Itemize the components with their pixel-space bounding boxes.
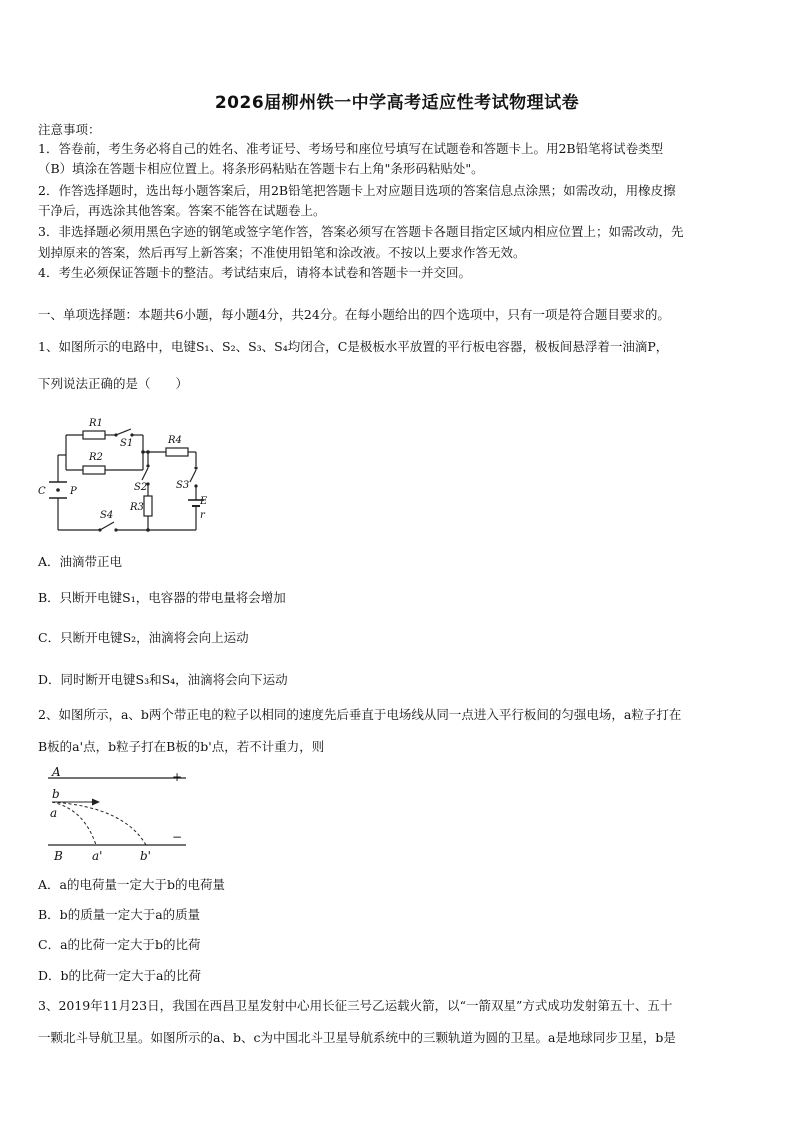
- parallel-plate-diagram: [44, 765, 194, 863]
- question-2-text: B板的a'点，b粒子打在B板的b'点，若不计重力，则: [38, 739, 325, 754]
- notice-line: （B）填涂在答题卡相应位置上。将条形码粘贴在答题卡右上角"条形码粘贴处"。: [38, 161, 484, 176]
- label-r3: R3: [130, 502, 144, 513]
- question-3-text: 一颗北斗导航卫星。如图所示的a、b、c为中国北斗卫星导航系统中的三颗轨道为圆的卫星。a是地球同步卫星，b是: [38, 1030, 676, 1045]
- label-a: a: [50, 806, 58, 820]
- question-2-text: 2、如图所示，a、b两个带正电的粒子以相同的速度先后垂直于电场线从同一点进入平行板间的匀强电场，a粒子打在: [38, 707, 682, 722]
- label-r4: R4: [168, 435, 182, 446]
- option-d: D．b的比荷一定大于a的比荷: [38, 968, 201, 983]
- option-b: B．只断开电键S₁，电容器的带电量将会增加: [38, 590, 286, 605]
- notice-line: 1．答卷前，考生务必将自己的姓名、准考证号、考场号和座位号填写在试题卷和答题卡上。用2B铅笔将试卷类型: [38, 141, 664, 156]
- label-plate-b: B: [54, 849, 63, 863]
- section-heading: 一、单项选择题：本题共6小题，每小题4分，共24分。在每小题给出的四个选项中，只有一项是符合题目要求的。: [38, 307, 670, 322]
- label-a-prime: a': [92, 849, 103, 863]
- question-3-text: 3、2019年11月23日，我国在西昌卫星发射中心用长征三号乙运载火箭，以“一箭双星”方式成功发射第五十、五十: [38, 998, 673, 1013]
- label-b-prime: b': [140, 849, 151, 863]
- question-1-text: 下列说法正确的是（ ）: [38, 376, 189, 391]
- label-b: b: [52, 787, 60, 801]
- circuit-diagram: [38, 410, 218, 538]
- label-r1: R1: [89, 418, 103, 429]
- label-c: C: [38, 486, 46, 497]
- label-p: P: [70, 486, 77, 497]
- notice-line: 3．非选择题必须用黑色字迹的钢笔或签字笔作答，答案必须写在答题卡各题目指定区域内相应位置上；如需改动，先: [38, 224, 684, 239]
- notice-line: 2．作答选择题时，选出每小题答案后，用2B铅笔把答题卡上对应题目选项的答案信息点涂黑；如需改动，用橡皮擦: [38, 183, 676, 198]
- notice-heading: 注意事项：: [38, 122, 101, 137]
- option-b: B．b的质量一定大于a的质量: [38, 907, 201, 922]
- notice-line: 划掉原来的答案，然后再写上新答案；不准使用铅笔和涂改液。不按以上要求作答无效。: [38, 245, 526, 260]
- question-1-text: 1、如图所示的电路中，电键S₁、S₂、S₃、S₄均闭合，C是极板水平放置的平行板电容器，极板间悬浮着一油滴P，: [38, 339, 669, 354]
- notice-line: 4．考生必须保证答题卡的整洁。考试结束后，请将本试卷和答题卡一并交回。: [38, 265, 471, 280]
- label-plate-a: A: [52, 765, 61, 779]
- notice-line: 干净后，再选涂其他答案。答案不能答在试题卷上。: [38, 203, 326, 218]
- label-e: E: [200, 496, 208, 507]
- label-minus: −: [172, 830, 183, 844]
- option-c: C．a的比荷一定大于b的比荷: [38, 937, 201, 952]
- page-title: 2026届柳州铁一中学高考适应性考试物理试卷: [214, 93, 580, 113]
- label-plus: +: [172, 770, 183, 784]
- option-c: C．只断开电键S₂，油滴将会向上运动: [38, 630, 249, 645]
- label-s1: S1: [120, 438, 134, 449]
- option-d: D．同时断开电键S₃和S₄，油滴将会向下运动: [38, 672, 288, 687]
- label-s3: S3: [176, 480, 190, 491]
- option-a: A．油滴带正电: [38, 554, 123, 569]
- option-a: A．a的电荷量一定大于b的电荷量: [38, 877, 225, 892]
- label-r: r: [200, 510, 205, 521]
- label-s2: S2: [134, 482, 148, 493]
- label-s4: S4: [100, 510, 114, 521]
- label-r2: R2: [89, 452, 103, 463]
